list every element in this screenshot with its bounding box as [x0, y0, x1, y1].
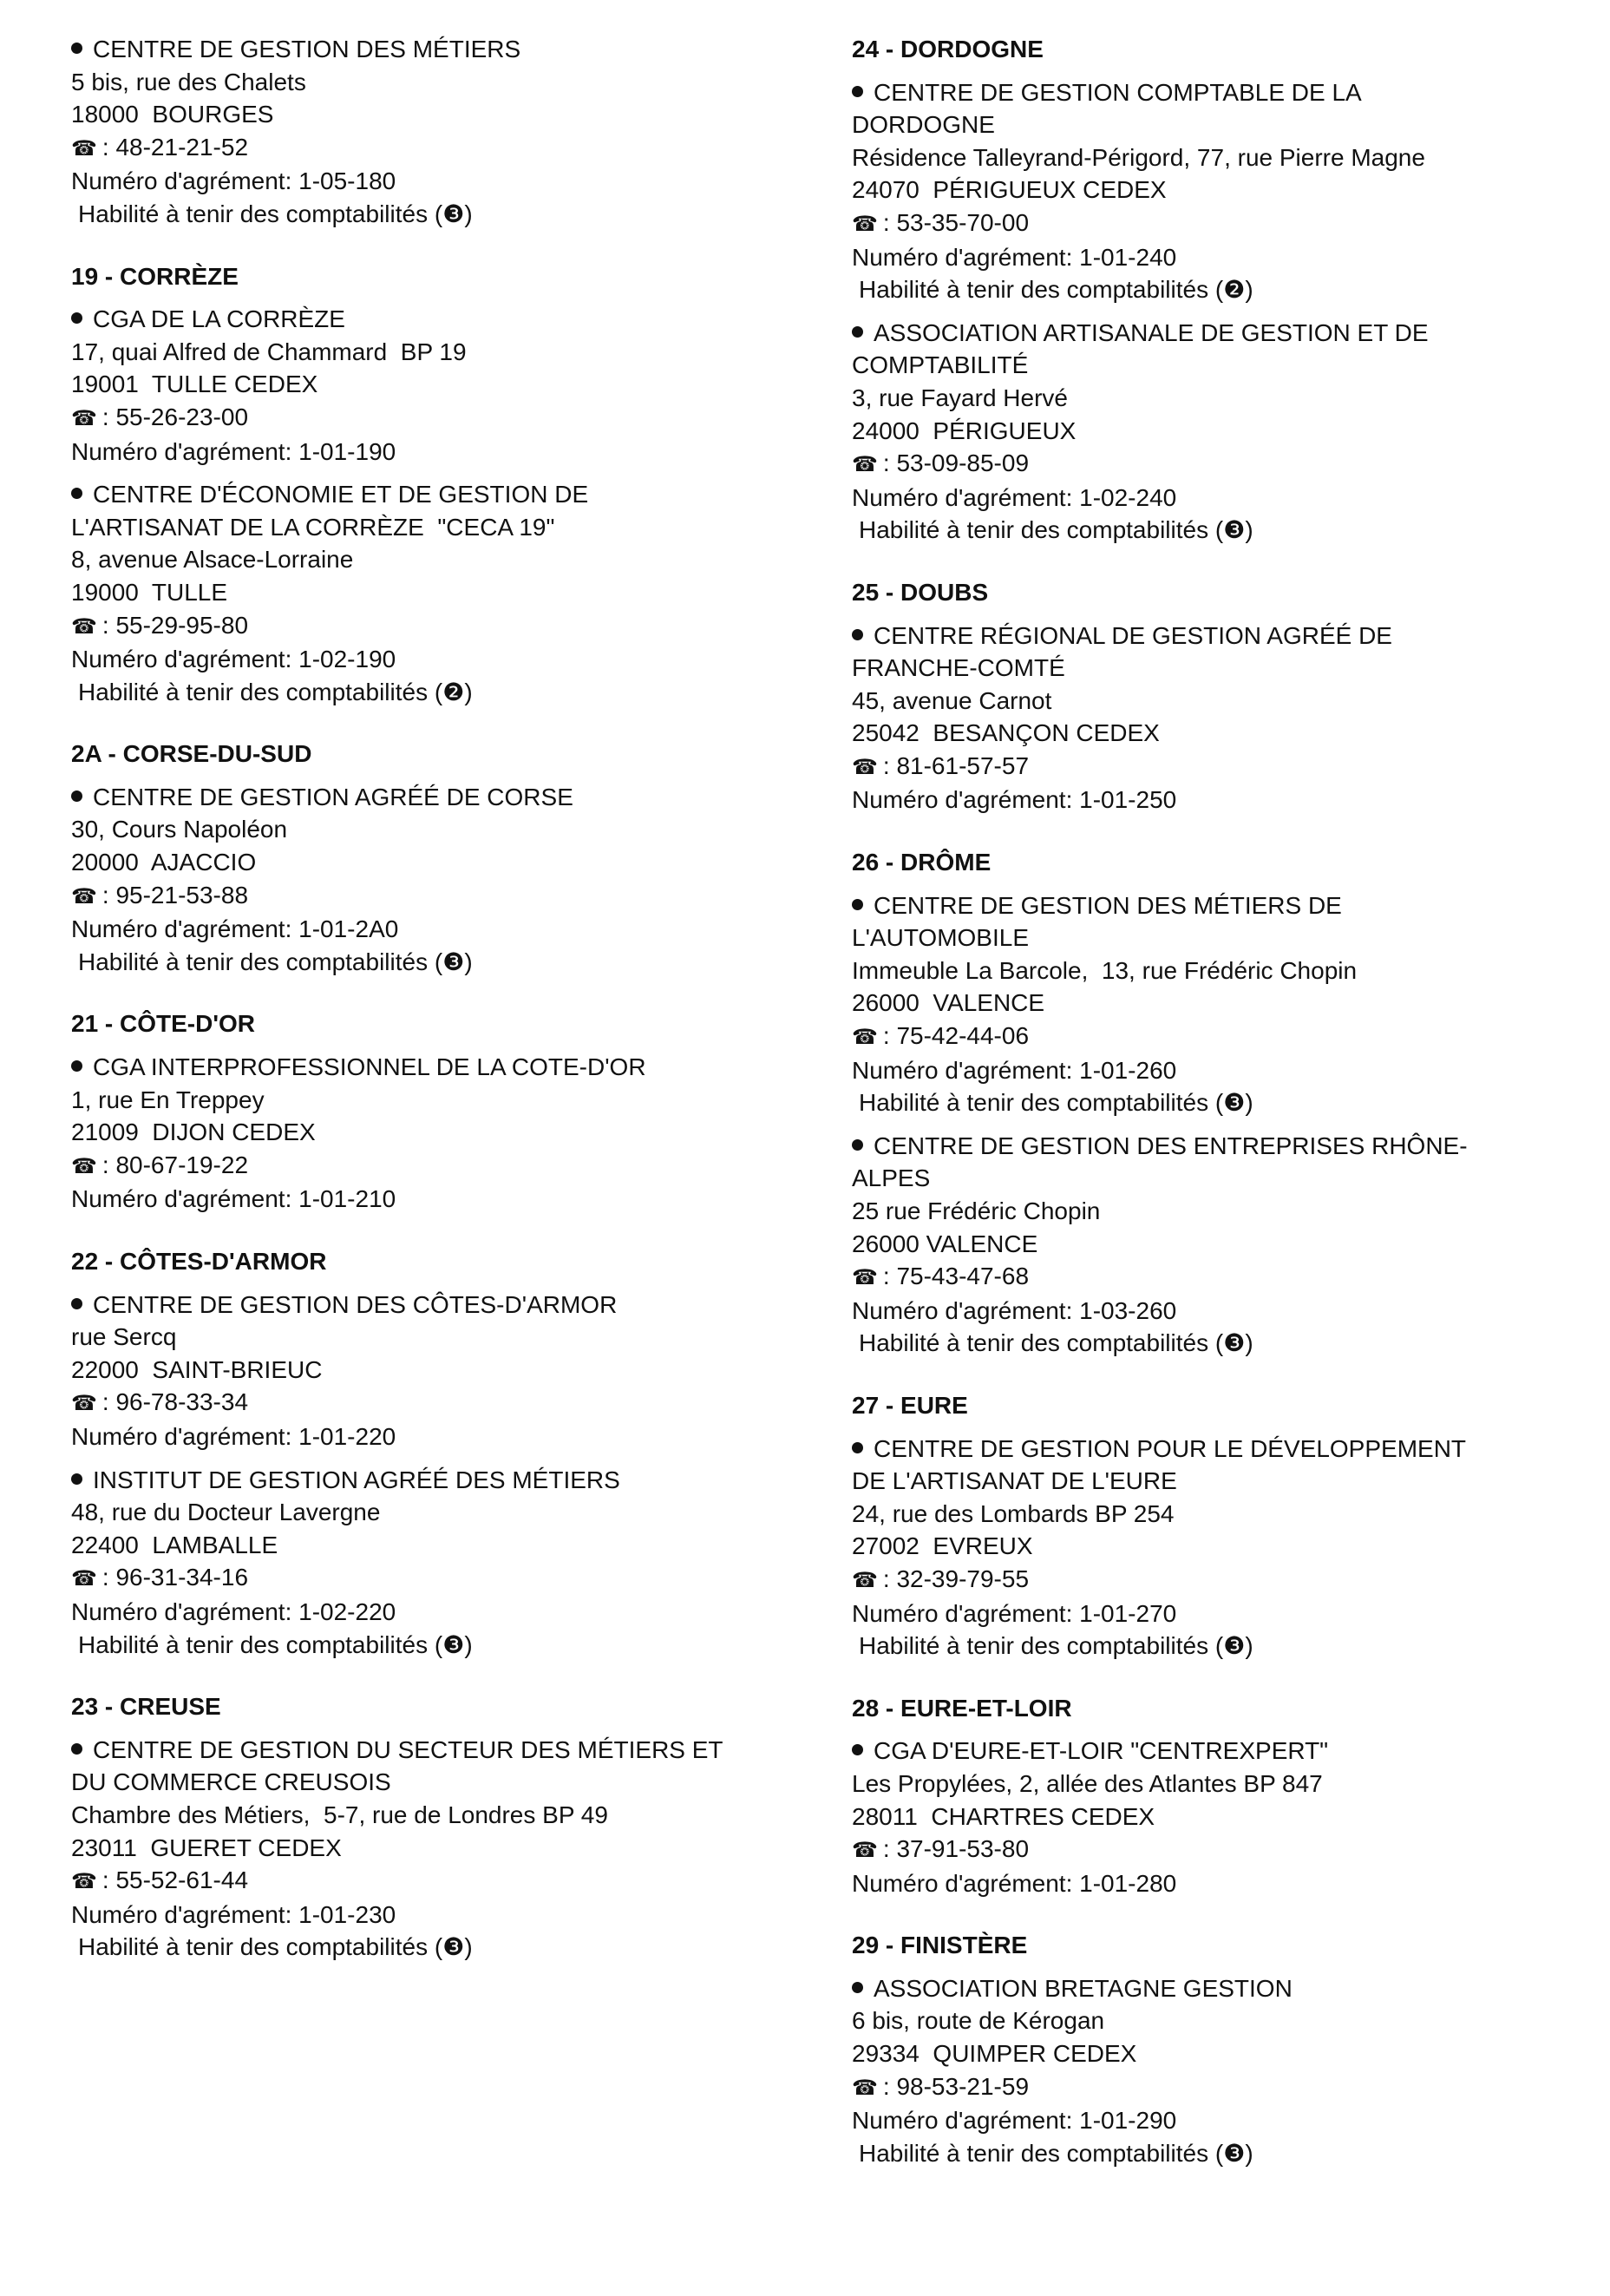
department-heading: 25 - DOUBS	[852, 578, 989, 606]
bullet-icon	[71, 43, 82, 54]
entry-agrement: Numéro d'agrément: 1-03-260	[852, 1296, 1177, 1324]
entry-address: 25042 BESANÇON CEDEX	[852, 719, 1160, 747]
entry-address: 25 rue Frédéric Chopin	[852, 1197, 1101, 1224]
heading-gap	[71, 1040, 817, 1051]
entry-address: 18000 BOURGES	[71, 101, 274, 128]
entry-gap	[71, 468, 817, 478]
circled-number: ❸	[442, 200, 465, 227]
entry-name: CGA DE LA CORRÈZE	[71, 303, 817, 336]
entry-address: 26000 VALENCE	[852, 989, 1045, 1017]
department-heading: 2A - CORSE-DU-SUD	[71, 740, 312, 768]
entry-address: Les Propylées, 2, allée des Atlantes BP 847	[852, 1769, 1323, 1797]
circled-number: ❸	[442, 1933, 465, 1961]
circled-number: ❸	[1223, 1632, 1246, 1660]
telephone-icon: ☎	[852, 212, 878, 236]
bullet-icon	[852, 1139, 863, 1151]
entry-habilite: Habilité à tenir des comptabilités (❸)	[859, 1329, 1253, 1357]
circled-number: ❸	[442, 948, 465, 975]
entry-name: CENTRE DE GESTION DES CÔTES-D'ARMOR	[71, 1289, 817, 1322]
circled-number: ❸	[442, 1630, 465, 1658]
heading-gap	[852, 1962, 1563, 1972]
heading-gap	[71, 292, 817, 303]
entry-address: 6 bis, route de Kérogan	[852, 2007, 1105, 2035]
entry-address: 3, rue Fayard Hervé	[852, 384, 1068, 411]
department-heading: 29 - FINISTÈRE	[852, 1932, 1028, 1959]
entry-agrement: Numéro d'agrément: 1-01-220	[71, 1422, 396, 1450]
entry-phone: ☎ : 48-21-21-52	[71, 131, 817, 166]
entry-habilite: Habilité à tenir des comptabilités (❸)	[859, 2139, 1253, 2167]
entry-address: 20000 AJACCIO	[71, 849, 257, 876]
entry-address: Chambre des Métiers, 5-7, rue de Londres BP 49	[71, 1801, 608, 1828]
entry-address: 24070 PÉRIGUEUX CEDEX	[852, 176, 1167, 204]
telephone-icon: ☎	[852, 1026, 878, 1050]
bullet-icon	[71, 1743, 82, 1755]
bullet-icon	[852, 326, 863, 338]
entry-agrement: Numéro d'agrément: 1-01-190	[71, 437, 396, 465]
section-gap	[71, 708, 817, 738]
entry-habilite: Habilité à tenir des comptabilités (❸)	[859, 516, 1253, 544]
entry-address: rue Sercq	[71, 1323, 177, 1351]
entry-gap	[852, 306, 1563, 317]
heading-gap	[852, 1724, 1563, 1735]
entry-phone: ☎ : 98-53-21-59	[852, 2070, 1563, 2105]
bullet-icon	[71, 790, 82, 802]
entry-agrement: Numéro d'agrément: 1-01-210	[71, 1185, 396, 1213]
bullet-icon	[71, 1473, 82, 1485]
entry-name: CGA INTERPROFESSIONNEL DE LA COTE-D'OR	[71, 1051, 817, 1084]
entry-name: CGA D'EURE-ET-LOIR "CENTREXPERT"	[852, 1735, 1563, 1768]
entry-name: CENTRE DE GESTION POUR LE DÉVELOPPEMENT	[852, 1433, 1563, 1466]
entry-agrement: Numéro d'agrément: 1-01-250	[852, 786, 1177, 814]
entry-address: 19000 TULLE	[71, 578, 228, 606]
directory-entry	[852, 317, 1563, 547]
directory-entry	[852, 1130, 1563, 1360]
entry-habilite: Habilité à tenir des comptabilités (❸)	[859, 1089, 1253, 1117]
circled-number: ❸	[1223, 516, 1246, 544]
entry-name: CENTRE DE GESTION DES MÉTIERS DE	[852, 889, 1563, 922]
entry-phone: ☎ : 55-26-23-00	[71, 401, 817, 436]
telephone-icon: ☎	[852, 2076, 878, 2100]
entry-agrement: Numéro d'agrément: 1-02-240	[852, 483, 1177, 511]
telephone-icon: ☎	[71, 1870, 97, 1894]
bullet-icon	[71, 1060, 82, 1072]
entry-address: 22000 SAINT-BRIEUC	[71, 1355, 323, 1383]
entry-phone: ☎ : 37-91-53-80	[852, 1833, 1563, 1867]
telephone-icon: ☎	[71, 136, 97, 161]
entry-address: 27002 EVREUX	[852, 1532, 1033, 1560]
entry-phone: ☎ : 55-29-95-80	[71, 609, 817, 644]
entry-agrement: Numéro d'agrément: 1-01-240	[852, 243, 1177, 271]
left-column	[71, 33, 817, 1964]
entry-address: 26000 VALENCE	[852, 1230, 1038, 1257]
section-gap	[852, 1360, 1563, 1389]
department-heading: 28 - EURE-ET-LOIR	[852, 1694, 1072, 1722]
heading-gap	[71, 771, 817, 781]
heading-gap	[852, 1422, 1563, 1433]
entry-address: 1, rue En Treppey	[71, 1086, 265, 1113]
bullet-icon	[71, 312, 82, 324]
heading-gap	[71, 1723, 817, 1734]
entry-address: 22400 LAMBALLE	[71, 1531, 278, 1558]
entry-address: 28011 CHARTRES CEDEX	[852, 1802, 1155, 1830]
entry-name: COMPTABILITÉ	[852, 351, 1029, 379]
entry-name: CENTRE DE GESTION DES MÉTIERS	[71, 33, 817, 66]
entry-address: Résidence Talleyrand-Périgord, 77, rue Pierre Magne	[852, 143, 1425, 171]
entry-address: 30, Cours Napoléon	[71, 816, 288, 843]
entry-name: DE L'ARTISANAT DE L'EURE	[852, 1467, 1177, 1495]
circled-number: ❷	[442, 678, 465, 705]
section-gap	[71, 1216, 817, 1245]
entry-address: 21009 DIJON CEDEX	[71, 1118, 316, 1146]
entry-agrement: Numéro d'agrément: 1-02-220	[71, 1597, 396, 1625]
entry-phone: ☎ : 75-43-47-68	[852, 1260, 1563, 1295]
entry-phone: ☎ : 53-09-85-09	[852, 447, 1563, 482]
entry-agrement: Numéro d'agrément: 1-01-270	[852, 1599, 1177, 1627]
circled-number: ❷	[1223, 276, 1246, 304]
entry-name: FRANCHE-COMTÉ	[852, 654, 1065, 682]
heading-gap	[71, 1278, 817, 1289]
directory-entry	[71, 1289, 817, 1453]
entry-phone: ☎ : 96-78-33-34	[71, 1386, 817, 1420]
section-gap	[71, 231, 817, 260]
right-column	[852, 33, 1563, 2169]
telephone-icon: ☎	[71, 1392, 97, 1416]
bullet-icon	[71, 488, 82, 499]
directory-entry	[71, 781, 817, 979]
entry-habilite: Habilité à tenir des comptabilités (❸)	[78, 948, 473, 975]
entry-gap	[71, 1453, 817, 1464]
telephone-icon: ☎	[852, 755, 878, 779]
entry-address: 17, quai Alfred de Chammard BP 19	[71, 338, 467, 365]
bullet-icon	[852, 1442, 863, 1453]
entry-phone: ☎ : 53-35-70-00	[852, 207, 1563, 241]
bullet-icon	[852, 629, 863, 640]
department-heading: 21 - CÔTE-D'OR	[71, 1010, 256, 1038]
bullet-icon	[852, 899, 863, 910]
entry-habilite: Habilité à tenir des comptabilités (❸)	[78, 200, 473, 227]
entry-name: CENTRE DE GESTION AGRÉÉ DE CORSE	[71, 781, 817, 814]
telephone-icon: ☎	[852, 1839, 878, 1863]
entry-habilite: Habilité à tenir des comptabilités (❸)	[859, 1632, 1253, 1660]
entry-name: DORDOGNE	[852, 111, 995, 139]
telephone-icon: ☎	[852, 1568, 878, 1592]
circled-number: ❸	[1223, 1329, 1246, 1357]
entry-agrement: Numéro d'agrément: 1-05-180	[71, 167, 396, 195]
entry-agrement: Numéro d'agrément: 1-01-230	[71, 1900, 396, 1928]
entry-name: CENTRE RÉGIONAL DE GESTION AGRÉÉ DE	[852, 620, 1563, 653]
directory-entry	[852, 1972, 1563, 2170]
entry-address: 48, rue du Docteur Lavergne	[71, 1499, 381, 1526]
entry-name: L'AUTOMOBILE	[852, 924, 1029, 952]
department-heading: 19 - CORRÈZE	[71, 262, 239, 290]
entry-phone: ☎ : 55-52-61-44	[71, 1864, 817, 1899]
entry-address: 24000 PÉRIGUEUX	[852, 417, 1077, 444]
entry-address: 29334 QUIMPER CEDEX	[852, 2040, 1137, 2068]
entry-phone: ☎ : 81-61-57-57	[852, 750, 1563, 784]
bullet-icon	[852, 1744, 863, 1755]
entry-phone: ☎ : 95-21-53-88	[71, 879, 817, 914]
section-gap	[852, 817, 1563, 846]
department-heading: 23 - CREUSE	[71, 1693, 221, 1721]
section-gap	[852, 1663, 1563, 1692]
directory-entry	[71, 1734, 817, 1964]
entry-habilite: Habilité à tenir des comptabilités (❷)	[859, 276, 1253, 304]
telephone-icon: ☎	[71, 406, 97, 430]
heading-gap	[852, 879, 1563, 889]
telephone-icon: ☎	[852, 1266, 878, 1290]
entry-address: 24, rue des Lombards BP 254	[852, 1499, 1175, 1527]
directory-entry	[71, 478, 817, 708]
heading-gap	[852, 66, 1563, 76]
entry-name: ALPES	[852, 1164, 931, 1192]
entry-name: L'ARTISANAT DE LA CORRÈZE "CECA 19"	[71, 513, 555, 541]
entry-name: CENTRE D'ÉCONOMIE ET DE GESTION DE	[71, 478, 817, 511]
entry-name: DU COMMERCE CREUSOIS	[71, 1768, 391, 1796]
entry-name: INSTITUT DE GESTION AGRÉÉ DES MÉTIERS	[71, 1464, 817, 1497]
directory-entry	[852, 1433, 1563, 1663]
entry-habilite: Habilité à tenir des comptabilités (❸)	[78, 1630, 473, 1658]
entry-gap	[852, 1119, 1563, 1130]
department-heading: 22 - CÔTES-D'ARMOR	[71, 1248, 327, 1275]
directory-entry	[71, 33, 817, 231]
entry-name: ASSOCIATION BRETAGNE GESTION	[852, 1972, 1563, 2005]
department-heading: 27 - EURE	[852, 1391, 968, 1419]
telephone-icon: ☎	[71, 1154, 97, 1178]
telephone-icon: ☎	[71, 1567, 97, 1591]
department-heading: 26 - DRÔME	[852, 849, 992, 876]
directory-entry	[852, 76, 1563, 306]
bullet-icon	[852, 1982, 863, 1993]
circled-number: ❸	[1223, 2139, 1246, 2167]
entry-address: 8, avenue Alsace-Lorraine	[71, 546, 354, 574]
heading-gap	[852, 609, 1563, 620]
entry-habilite: Habilité à tenir des comptabilités (❷)	[78, 678, 473, 705]
entry-name: CENTRE DE GESTION COMPTABLE DE LA	[852, 76, 1563, 109]
entry-agrement: Numéro d'agrément: 1-01-290	[852, 2107, 1177, 2135]
entry-address: Immeuble La Barcole, 13, rue Frédéric Chopin	[852, 956, 1358, 984]
entry-habilite: Habilité à tenir des comptabilités (❸)	[78, 1933, 473, 1961]
entry-phone: ☎ : 75-42-44-06	[852, 1020, 1563, 1054]
telephone-icon: ☎	[852, 453, 878, 477]
entry-name: CENTRE DE GESTION DES ENTREPRISES RHÔNE-	[852, 1130, 1563, 1163]
directory-entry	[71, 1051, 817, 1216]
department-heading: 24 - DORDOGNE	[852, 36, 1044, 62]
bullet-icon	[71, 1298, 82, 1309]
section-gap	[852, 547, 1563, 576]
section-gap	[852, 1899, 1563, 1929]
entry-phone: ☎ : 80-67-19-22	[71, 1149, 817, 1184]
entry-phone: ☎ : 32-39-79-55	[852, 1563, 1563, 1597]
section-gap	[71, 978, 817, 1007]
entry-address: 5 bis, rue des Chalets	[71, 68, 306, 95]
directory-entry	[852, 620, 1563, 817]
entry-address: 23011 GUERET CEDEX	[71, 1834, 342, 1861]
entry-phone: ☎ : 96-31-34-16	[71, 1561, 817, 1596]
directory-entry	[71, 303, 817, 468]
entry-name: ASSOCIATION ARTISANALE DE GESTION ET DE	[852, 317, 1563, 350]
entry-agrement: Numéro d'agrément: 1-02-190	[71, 646, 396, 673]
entry-agrement: Numéro d'agrément: 1-01-280	[852, 1869, 1177, 1897]
circled-number: ❸	[1223, 1089, 1246, 1117]
bullet-icon	[852, 86, 863, 97]
directory-entry	[71, 1464, 817, 1662]
entry-agrement: Numéro d'agrément: 1-01-260	[852, 1056, 1177, 1084]
telephone-icon: ☎	[71, 614, 97, 639]
entry-address: 45, avenue Carnot	[852, 686, 1052, 714]
directory-entry	[852, 1735, 1563, 1899]
entry-agrement: Numéro d'agrément: 1-01-2A0	[71, 915, 399, 943]
directory-entry	[852, 889, 1563, 1119]
telephone-icon: ☎	[71, 884, 97, 909]
entry-address: 19001 TULLE CEDEX	[71, 371, 318, 398]
entry-name: CENTRE DE GESTION DU SECTEUR DES MÉTIERS ET	[71, 1734, 817, 1767]
section-gap	[71, 1661, 817, 1690]
